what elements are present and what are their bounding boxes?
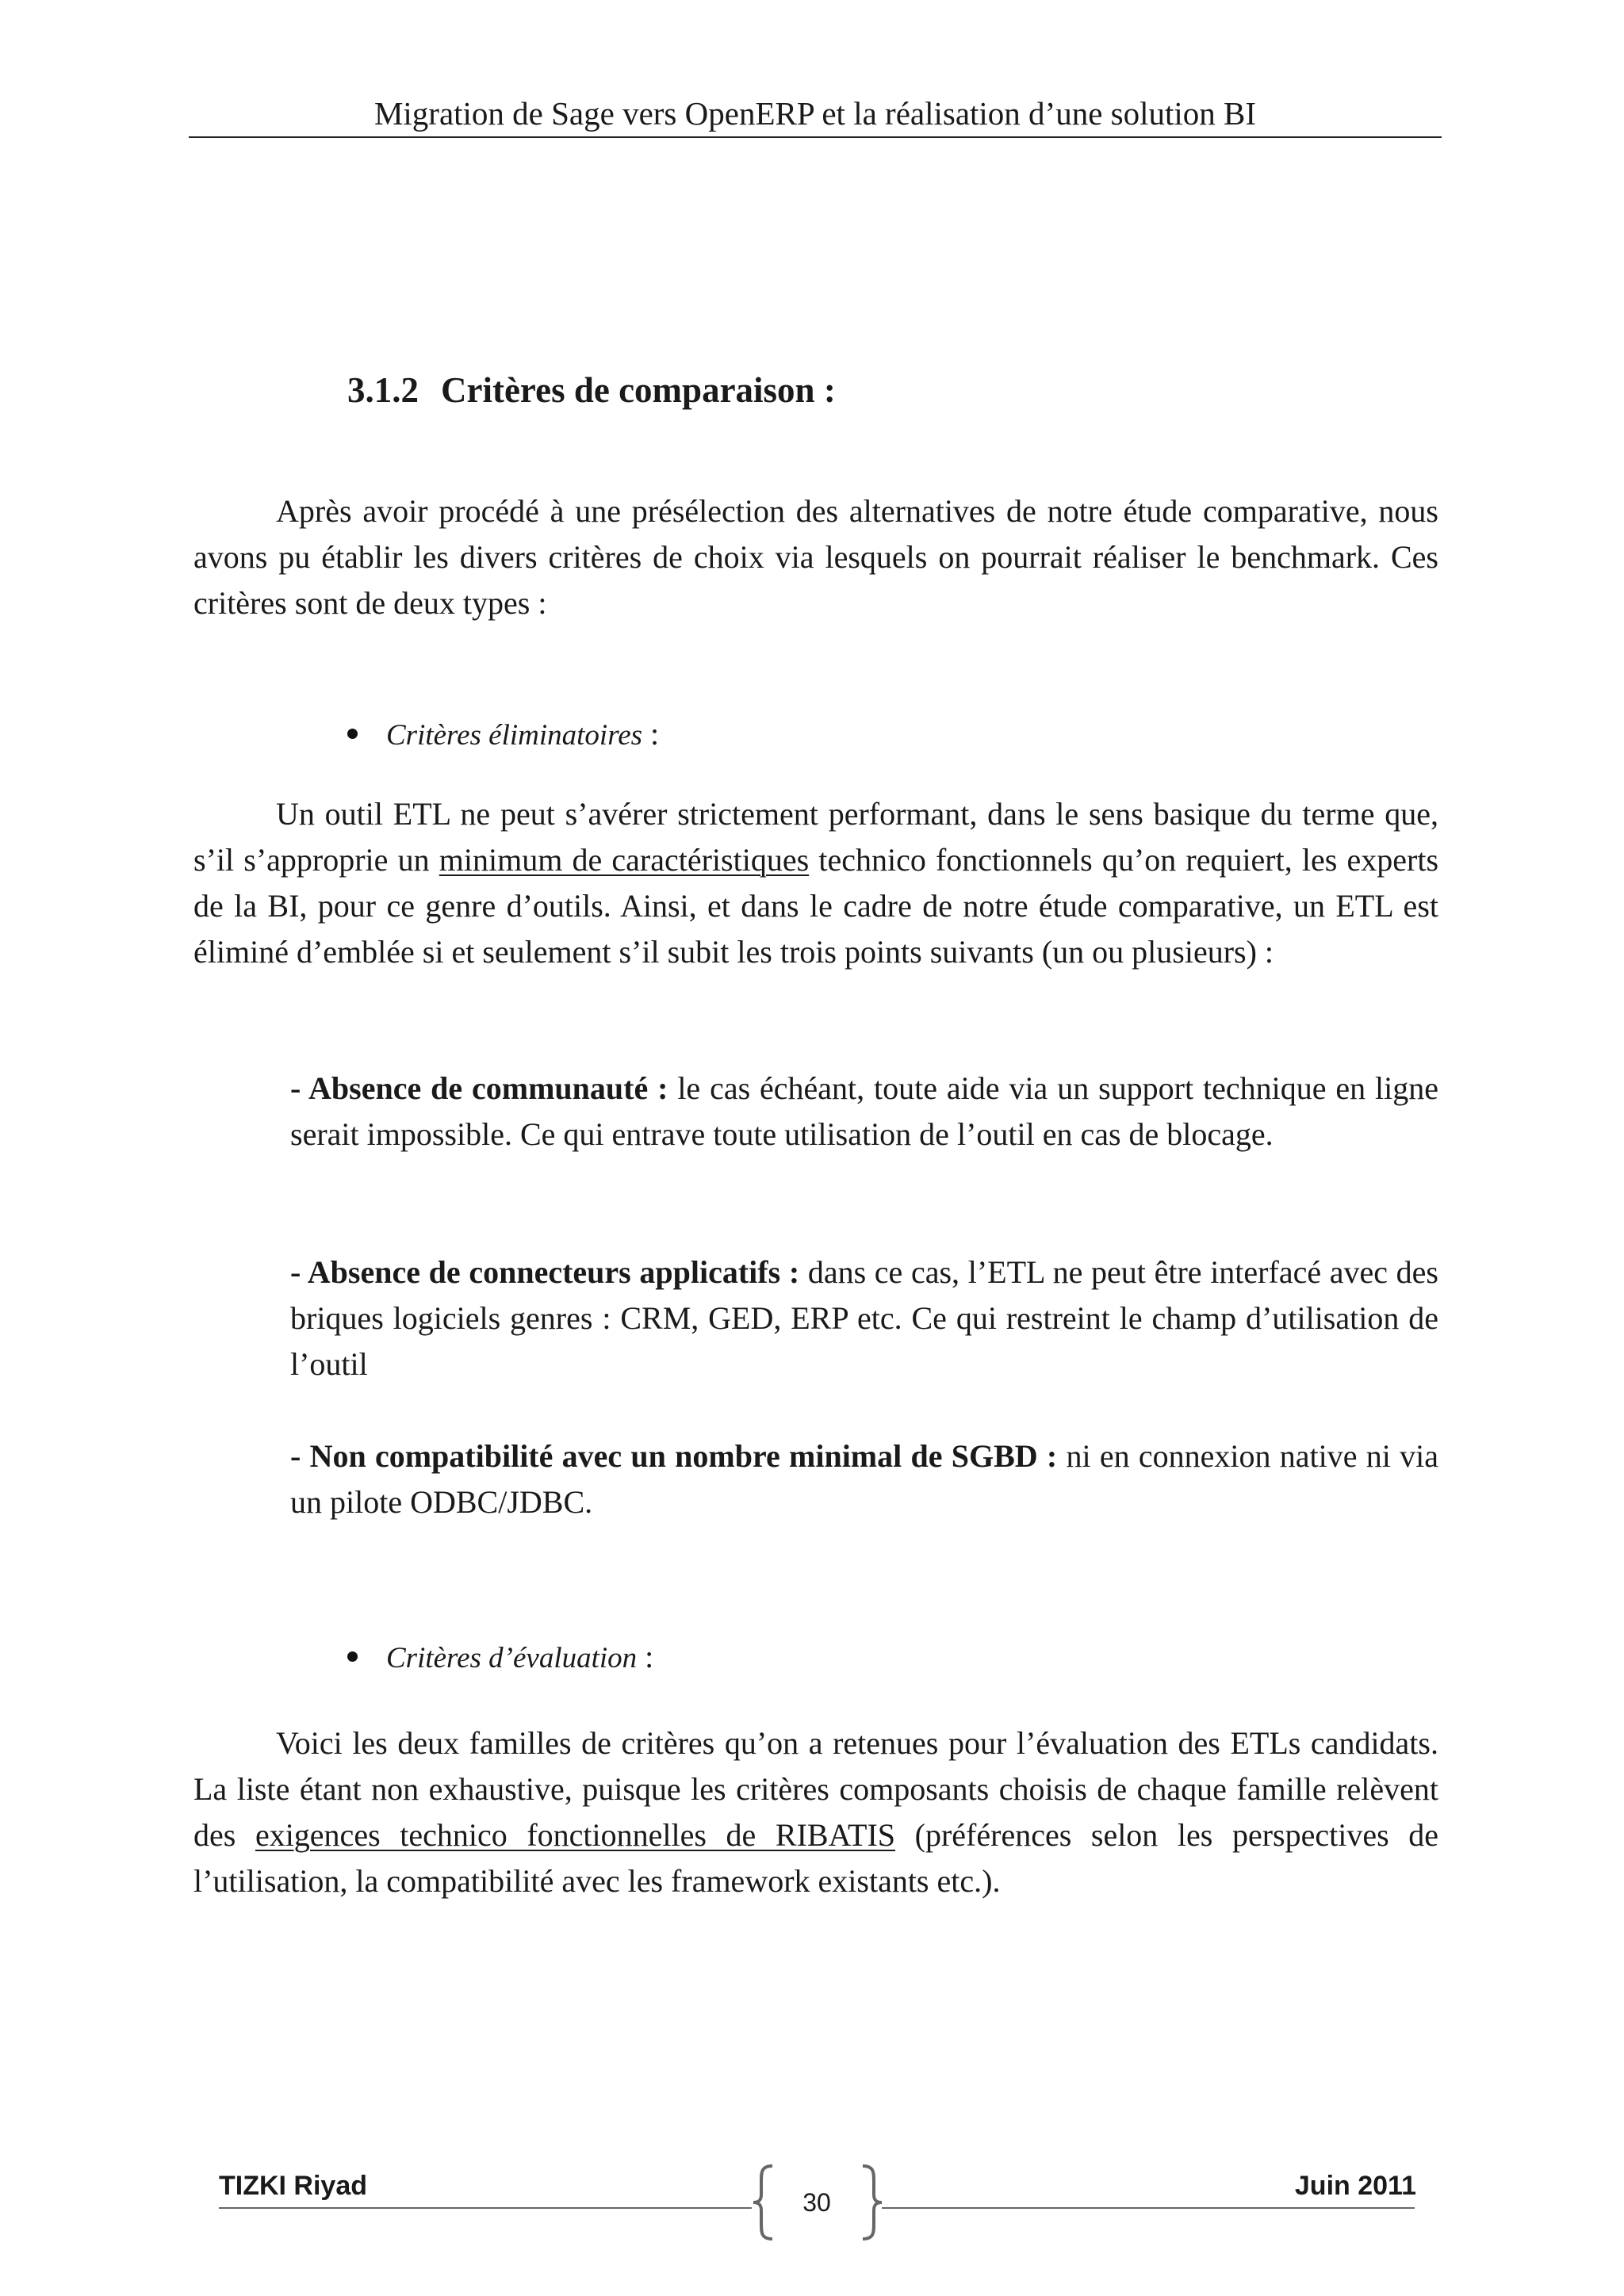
section-number: 3.1.2 [347,370,419,410]
eliminatory-underlined-text: minimum de caractéristiques [439,842,810,878]
bullet-dot-icon [347,729,358,739]
left-brace-icon [750,2163,777,2242]
right-brace-icon [858,2163,885,2242]
bullet-evaluation-suffix: : [637,1639,654,1674]
intro-text: Après avoir procédé à une présélection des alternatives de notre étude comparative, nous avons pu établir les divers critères de choix via lesquels on pourrait réaliser le benchmark. Ces critères sont de deux types : [193,493,1438,621]
footer-date: Juin 2011 [1294,2171,1416,2201]
criterion-title: - Non compatibilité avec un nombre minimal de SGBD : [290,1438,1058,1474]
criterion-text: dans ce cas, l’ETL ne peut être interfacé avec des briques logiciels genres : CRM, GED, ERP etc. Ce qui restreint le champ d’utilisation de l’outil [290,1254,1438,1382]
evaluation-paragraph [193,1720,1438,1904]
evaluation-text-before: Voici les deux familles de critères qu’on a retenues pour l’évaluation des ETLs candidats. La liste étant non exhaustive, puisque les critères composants choisis de chaque famille relèvent des [193,1725,1438,1853]
criterion-item [290,1066,1438,1158]
criterion-title: - Absence de communauté : [290,1070,668,1106]
page-number: 30 [802,2188,831,2217]
bullet-eliminatory-suffix: : [642,716,660,752]
bullet-evaluation-label: Critères d’évaluation [386,1642,638,1674]
bullet-eliminatory-label: Critères éliminatoires [386,719,643,752]
section-title: Critères de comparaison : [441,370,836,410]
bullet-evaluation [347,1638,653,1675]
eliminatory-text-after: technico fonctionnels qu’on requiert, les experts de la BI, pour ce genre d’outils. Ainsi, et dans le cadre de notre étude comparative, un ETL est éliminé d’emblée si et seulement s’il subit les trois points suivants (un ou plusieurs) : [193,842,1439,970]
evaluation-underlined-text: exigences technico fonctionnelles de RIBATIS [255,1817,896,1853]
bullet-eliminatory [347,715,659,752]
footer-rule-right [882,2207,1415,2209]
running-header: Migration de Sage vers OpenERP et la réalisation d’une solution BI [373,95,1257,132]
eliminatory-paragraph [193,791,1438,975]
criterion-item [290,1433,1438,1525]
bullet-dot-icon [347,1651,358,1662]
intro-paragraph [193,488,1438,626]
criterion-text: ni en connexion native ni via un pilote ODBC/JDBC. [290,1438,1439,1520]
eliminatory-text-before: Un outil ETL ne peut s’avérer strictement performant, dans le sens basique du terme que, s’il s’approprie un [193,796,1438,878]
criterion-item [290,1249,1438,1387]
footer-author: TIZKI Riyad [219,2171,368,2201]
criterion-title: - Absence de connecteurs applicatifs : [290,1254,800,1290]
footer-rule-left [219,2207,752,2209]
section-heading [347,369,836,411]
evaluation-text-after: (préférences selon les perspectives de l’utilisation, la compatibilité avec les framework existants etc.). [193,1817,1439,1899]
criterion-text: le cas échéant, toute aide via un support technique en ligne serait impossible. Ce qui entrave toute utilisation de l’outil en cas de blocage. [290,1070,1438,1152]
header-rule [189,136,1442,138]
